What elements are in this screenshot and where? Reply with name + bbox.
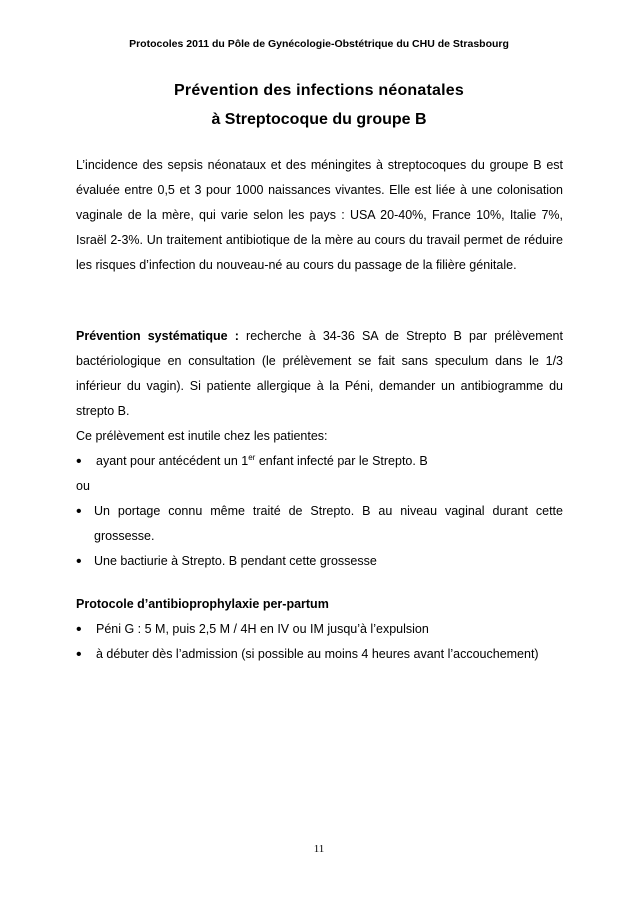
bullet-icon: • — [76, 553, 82, 570]
protocol-bullet-2: à débuter dès l’admission (si possible au moins 4 heures avant l’accouchement) — [96, 647, 539, 661]
intro-section — [76, 153, 563, 278]
bullet-icon: • — [76, 621, 82, 638]
prevention-paragraph — [76, 324, 563, 424]
protocol-title: Protocole d’antibioprophylaxie per-partum — [76, 597, 329, 611]
list-item — [76, 642, 563, 667]
bullet-text-1-post: enfant infecté par le Strepto. B — [255, 454, 428, 468]
prevention-section — [76, 324, 563, 574]
ou-text: ou — [76, 479, 90, 493]
running-header: Protocoles 2011 du Pôle de Gynécologie-Obstétrique du CHU de Strasbourg — [129, 38, 509, 50]
protocol-section — [76, 592, 563, 667]
bullet-icon: • — [76, 503, 82, 520]
page-number: 11 — [313, 843, 325, 855]
prevention-text: recherche à 34-36 SA de Strepto B par prélèvement bactériologique en consultation (le prélèvement se fait sans speculum dans le 1/3 inférieur du vagin). Si patiente allergique à la Péni, demander un antibiogramme du strepto B. — [76, 329, 563, 418]
intro-paragraph: L’incidence des sepsis néonataux et des méningites à streptocoques du groupe B est évaluée entre 0,5 et 3 pour 1000 naissances vivantes. Elle est liée à une colonisation vaginale de la mère, qui varie selon les pays : USA 20-40%, France 10%, Italie 7%, Israël 2-3%. Un traitement antibiotique de la mère au cours du travail permet de réduire les risques d’infection du nouveau-né au cours du passage de la filière génitale. — [76, 158, 563, 272]
bullet-text-1-pre: ayant pour antécédent un 1 — [96, 454, 249, 468]
list-item — [76, 499, 563, 549]
bullet-icon: • — [76, 453, 82, 470]
bullet-text-3: Une bactiurie à Strepto. B pendant cette grossesse — [94, 554, 377, 568]
document-title-line1: Prévention des infections néonatales — [174, 82, 464, 99]
list-item — [76, 449, 563, 474]
list-item — [76, 617, 563, 642]
list-item — [76, 549, 563, 574]
bullet-text-1-sup: er — [248, 452, 256, 462]
protocol-bullet-1: Péni G : 5 M, puis 2,5 M / 4H en IV ou IM jusqu’à l’expulsion — [96, 622, 429, 636]
bullet-icon: • — [76, 646, 82, 663]
bullet-text-2: Un portage connu même traité de Strepto. B au niveau vaginal durant cette grossesse. — [94, 504, 563, 543]
document-title-line2: à Streptocoque du groupe B — [211, 111, 427, 128]
prevention-label: Prévention systématique : — [76, 329, 239, 343]
prevention-inutile: Ce prélèvement est inutile chez les patientes: — [76, 429, 328, 443]
